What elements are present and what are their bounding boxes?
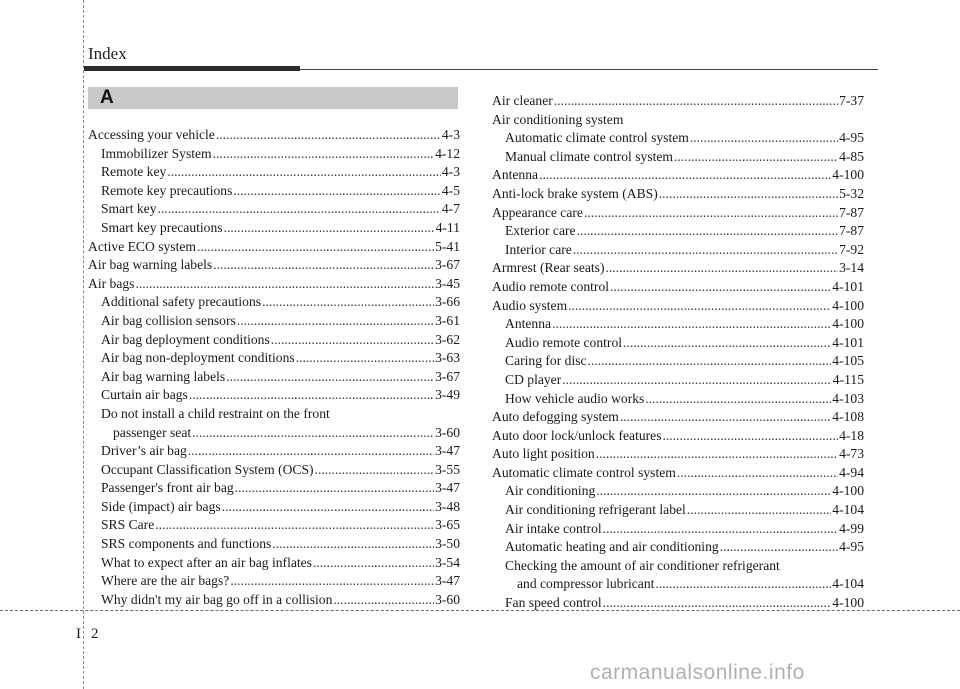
index-entry-page: 3-66 — [435, 294, 460, 310]
index-entry-text: Armrest (Rear seats) — [492, 260, 605, 276]
section-letter-box — [88, 87, 458, 109]
dot-leader — [596, 445, 838, 464]
index-entry-page: 3-65 — [435, 517, 460, 533]
index-entry-page: 7-87 — [839, 223, 864, 239]
index-entry — [88, 386, 460, 405]
index-entry — [492, 222, 864, 241]
dot-leader — [237, 312, 434, 331]
index-entry-page: 4-99 — [839, 520, 864, 536]
dot-leader — [687, 501, 831, 520]
page-title: Index — [88, 44, 127, 63]
dot-leader — [213, 145, 434, 164]
index-entry — [492, 501, 864, 520]
dot-leader — [596, 482, 831, 501]
index-entry-text: Caring for disc — [505, 353, 587, 369]
index-entry-text: Auto defogging system — [492, 409, 619, 425]
index-entry-text: Air conditioning refrigerant label — [505, 502, 686, 518]
dot-leader — [271, 331, 434, 350]
index-entry-text: Air bags — [88, 275, 135, 291]
watermark: carmanualsonline.info — [590, 661, 805, 684]
index-entry-page: 4-11 — [435, 219, 460, 235]
index-entry-page: 3-67 — [435, 368, 460, 384]
index-entry-text: How vehicle audio works — [505, 390, 645, 406]
index-entry-text: Why didn't my air bag go off in a collision — [101, 591, 333, 607]
index-entry — [492, 129, 864, 148]
index-entry-text: Manual climate control system — [505, 148, 673, 164]
index-entry-text: Exterior care — [505, 223, 576, 239]
dot-leader — [230, 572, 434, 591]
index-entry — [492, 92, 864, 111]
dot-leader — [262, 293, 434, 312]
dot-leader — [677, 464, 838, 483]
index-entry — [88, 275, 460, 294]
index-entry-page: 4-108 — [832, 409, 864, 425]
index-entry-text: What to expect after an air bag inflates — [101, 554, 312, 570]
index-entry-text: Audio remote control — [505, 334, 623, 350]
index-entry-page: 4-7 — [441, 201, 460, 217]
dot-leader — [213, 256, 434, 275]
index-entry — [88, 516, 460, 535]
index-entry-text: SRS components and functions — [101, 536, 272, 552]
dot-leader — [554, 92, 838, 111]
index-entry — [88, 591, 460, 610]
index-entry — [88, 461, 460, 480]
dot-leader — [623, 334, 831, 353]
index-entry-page: 4-12 — [435, 145, 460, 161]
margin-guide — [83, 0, 84, 689]
index-entry-text: Occupant Classification System (OCS) — [101, 461, 314, 477]
index-entry-text: Air intake control — [505, 520, 602, 536]
dot-leader — [663, 427, 839, 446]
index-entry-text: CD player — [505, 371, 562, 387]
index-entry-text: Air conditioning system — [492, 111, 624, 127]
index-entry-page: 7-37 — [839, 93, 864, 108]
index-entry-text: Immobilizer System — [101, 145, 212, 161]
index-entry-text: Air bag non-deployment conditions — [101, 350, 295, 366]
index-entry-page: 3-63 — [435, 350, 460, 366]
index-entry — [492, 185, 864, 204]
index-entry-page: 4-115 — [832, 371, 864, 387]
index-entry — [88, 442, 460, 461]
index-entry — [492, 464, 864, 483]
index-entry-text: Auto light position — [492, 446, 595, 462]
index-entry-page: 4-94 — [839, 464, 864, 480]
index-entry-text: Driver’s air bag — [101, 443, 187, 459]
index-entry-text: Where are the air bags? — [101, 573, 230, 589]
index-entry — [88, 126, 460, 145]
index-entry — [492, 445, 864, 464]
index-entry — [88, 349, 460, 368]
index-entry-text: Active ECO system — [88, 238, 196, 254]
index-entry-page: 3-67 — [435, 257, 460, 273]
index-entry-page: 3-47 — [435, 480, 460, 496]
index-entry-page: 5-32 — [839, 185, 864, 201]
index-entry-text: Checking the amount of air conditioner refrigerant — [505, 557, 780, 573]
index-entry-text: Automatic climate control system — [505, 130, 689, 146]
index-entry-page: 4-103 — [832, 390, 864, 406]
dot-leader — [562, 371, 832, 390]
index-entry-page: 4-100 — [832, 483, 864, 499]
dot-leader — [333, 591, 434, 610]
index-entry — [88, 331, 460, 350]
dot-leader — [315, 461, 435, 480]
dot-leader — [233, 182, 441, 201]
index-entry-text: Anti-lock brake system (ABS) — [492, 185, 658, 201]
index-entry-text: SRS Care — [101, 517, 155, 533]
index-entry — [492, 241, 864, 260]
footer-page-number: 2 — [91, 626, 99, 642]
dot-leader — [226, 368, 434, 387]
index-entry — [492, 315, 864, 334]
index-entry-page: 4-101 — [832, 334, 864, 350]
index-entry — [492, 278, 864, 297]
index-entry-text: Air bag deployment conditions — [101, 331, 270, 347]
dot-leader — [189, 386, 434, 405]
index-entry-page: 4-100 — [832, 297, 864, 313]
index-entry-text: Appearance care — [492, 204, 583, 220]
index-entry — [88, 405, 460, 424]
index-entry-text: Smart key — [101, 201, 157, 217]
dot-leader — [610, 278, 831, 297]
index-entry-text: Passenger's front air bag — [101, 480, 234, 496]
index-entry-text: Audio remote control — [492, 278, 610, 294]
dot-leader — [167, 163, 441, 182]
index-entry-page: 4-100 — [832, 316, 864, 332]
index-entry-page: 4-73 — [839, 446, 864, 462]
index-entry-page: 3-55 — [435, 461, 460, 477]
dot-leader — [188, 442, 434, 461]
dot-leader — [720, 538, 838, 557]
dot-leader — [539, 166, 831, 185]
index-entry-text: Antenna — [505, 316, 552, 332]
dot-leader — [313, 554, 434, 573]
index-column-left — [88, 126, 460, 609]
index-entry — [88, 535, 460, 554]
index-entry — [88, 182, 460, 201]
index-entry-text: Accessing your vehicle — [88, 127, 215, 142]
dot-leader — [235, 479, 434, 498]
index-entry — [88, 219, 460, 238]
index-entry-page: 3-47 — [435, 443, 460, 459]
index-entry-page: 4-3 — [441, 127, 460, 142]
index-entry-page: 3-61 — [435, 312, 460, 328]
dot-leader — [135, 275, 434, 294]
dot-leader — [222, 498, 434, 517]
index-entry-text: Automatic climate control system — [492, 464, 676, 480]
index-entry-page: 7-87 — [839, 204, 864, 220]
dot-leader — [655, 575, 831, 594]
index-entry-text: and compressor lubricant — [517, 576, 655, 592]
index-entry-text: Smart key precautions — [101, 219, 223, 235]
index-entry-text: Fan speed control — [505, 595, 602, 611]
index-entry-page: 5-41 — [435, 238, 460, 254]
index-entry-page: 3-45 — [435, 275, 460, 291]
index-entry — [88, 479, 460, 498]
index-entry-page: 4-95 — [839, 130, 864, 146]
index-entry — [492, 371, 864, 390]
index-entry-page: 4-104 — [832, 502, 864, 518]
index-entry — [88, 200, 460, 219]
index-entry — [492, 297, 864, 316]
index-entry — [492, 538, 864, 557]
dot-leader — [584, 204, 838, 223]
index-entry — [492, 204, 864, 223]
index-column-right — [492, 92, 864, 613]
index-entry-text: Air bag warning labels — [101, 368, 226, 384]
index-entry — [492, 575, 864, 594]
index-entry-page: 3-14 — [839, 260, 864, 276]
index-entry — [492, 148, 864, 167]
index-entry-page: 3-54 — [435, 554, 460, 570]
dot-leader — [588, 352, 832, 371]
index-entry-text: passenger seat — [113, 424, 192, 440]
index-entry-page: 4-85 — [839, 148, 864, 164]
index-entry-text: Automatic heating and air conditioning — [505, 539, 719, 555]
index-entry-page: 3-49 — [435, 387, 460, 403]
dot-leader — [224, 219, 435, 238]
index-entry — [492, 259, 864, 278]
index-entry — [88, 163, 460, 182]
index-entry-text: Curtain air bags — [101, 387, 188, 403]
index-entry-text: Remote key precautions — [101, 182, 233, 198]
index-entry-text: Air cleaner — [492, 93, 553, 108]
dot-leader — [603, 520, 838, 539]
index-entry-page: 4-3 — [441, 164, 460, 180]
index-entry-page: 7-92 — [839, 241, 864, 257]
dot-leader — [605, 259, 838, 278]
index-entry-text: Air conditioning — [505, 483, 596, 499]
section-letter: A — [100, 87, 114, 108]
footer-divider — [0, 610, 960, 611]
index-entry — [88, 554, 460, 573]
index-entry — [492, 520, 864, 539]
dot-leader — [645, 390, 831, 409]
dot-leader — [577, 222, 839, 241]
index-entry-text: Antenna — [492, 167, 539, 183]
index-entry-page: 3-47 — [435, 573, 460, 589]
index-entry-page: 4-104 — [832, 576, 864, 592]
dot-leader — [197, 238, 434, 257]
header-rule-thick — [84, 66, 300, 71]
header-rule-thin — [300, 69, 878, 70]
index-entry — [492, 390, 864, 409]
dot-leader — [674, 148, 838, 167]
index-entry-text: Auto door lock/unlock features — [492, 427, 662, 443]
index-entry — [88, 312, 460, 331]
index-entry-page: 4-100 — [832, 595, 864, 611]
dot-leader — [552, 315, 831, 334]
index-entry — [88, 498, 460, 517]
index-entry — [88, 424, 460, 443]
index-entry-page: 4-105 — [832, 353, 864, 369]
index-entry-page: 3-60 — [435, 424, 460, 440]
index-entry-text: Additional safety precautions — [101, 294, 262, 310]
index-entry — [492, 427, 864, 446]
dot-leader — [620, 408, 831, 427]
dot-leader — [659, 185, 838, 204]
index-entry-page: 4-5 — [441, 182, 460, 198]
index-entry-page: 3-60 — [435, 591, 460, 607]
index-entry — [492, 334, 864, 353]
index-entry — [492, 166, 864, 185]
footer-section-indicator: I — [76, 626, 81, 642]
index-entry — [88, 293, 460, 312]
index-entry-text: Side (impact) air bags — [101, 498, 221, 514]
index-entry-page: 4-101 — [832, 278, 864, 294]
index-entry — [492, 557, 864, 576]
dot-leader — [690, 129, 838, 148]
dot-leader — [158, 200, 441, 219]
index-entry-text: Do not install a child restraint on the front — [101, 405, 330, 421]
index-entry — [88, 256, 460, 275]
index-entry — [492, 482, 864, 501]
index-entry — [88, 238, 460, 257]
index-entry-page: 4-100 — [832, 167, 864, 183]
dot-leader — [568, 297, 831, 316]
dot-leader — [155, 516, 434, 535]
index-entry-page: 3-48 — [435, 498, 460, 514]
index-entry-text: Remote key — [101, 164, 167, 180]
index-entry — [88, 368, 460, 387]
index-entry-page: 4-95 — [839, 539, 864, 555]
index-entry — [492, 111, 864, 130]
index-entry — [492, 352, 864, 371]
index-entry — [88, 145, 460, 164]
index-entry-page: 3-62 — [435, 331, 460, 347]
index-entry-text: Air bag collision sensors — [101, 312, 236, 328]
dot-leader — [296, 349, 434, 368]
dot-leader — [216, 126, 441, 145]
dot-leader — [573, 241, 838, 260]
index-entry-text: Audio system — [492, 297, 568, 313]
dot-leader — [272, 535, 434, 554]
dot-leader — [192, 424, 434, 443]
index-entry-page: 4-18 — [839, 427, 864, 443]
index-entry-page: 3-50 — [435, 536, 460, 552]
index-entry-text: Air bag warning labels — [88, 257, 213, 273]
index-entry — [88, 572, 460, 591]
index-entry-text: Interior care — [505, 241, 572, 257]
index-entry — [492, 408, 864, 427]
